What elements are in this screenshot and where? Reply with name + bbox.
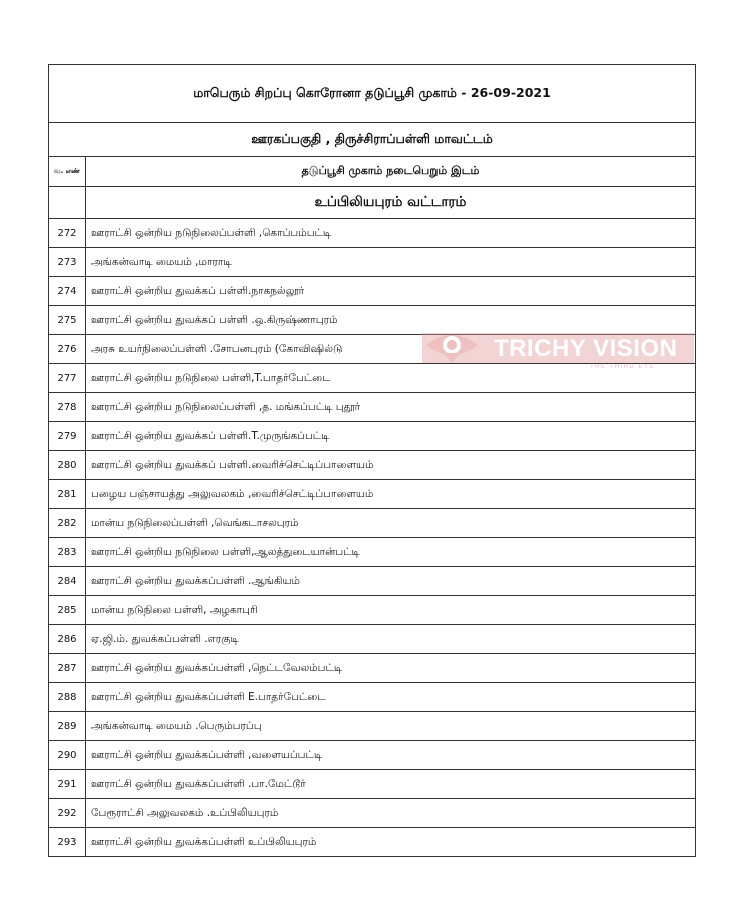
watermark — [422, 333, 694, 371]
table-row — [49, 799, 696, 828]
eye-logo-icon — [422, 329, 482, 367]
camp-location: ஊராட்சி ஒன்றிய நடுநிலைப்பள்ளி ,கொப்பம்பட்டி — [86, 219, 696, 248]
camp-location: ஊராட்சி ஒன்றிய துவக்கப்பள்ளி ,வளையப்பட்டி — [86, 741, 696, 770]
camp-location: அரசு உயர்நிலைப்பள்ளி .சோபனபுரம் (கோவிஷில்டு — [86, 335, 696, 364]
camp-location: பேரூராட்சி அலுவலகம் .உப்பிலியபுரம் — [86, 799, 696, 828]
table-row — [49, 451, 696, 480]
row-number: 291 — [49, 770, 86, 799]
row-number: 283 — [49, 538, 86, 567]
camp-location: மான்ய நடுநிலை பள்ளி, அழகாபுரி — [86, 596, 696, 625]
column-header-no: வ. எண் — [49, 157, 86, 187]
table-row — [49, 625, 696, 654]
block-spacer-cell — [49, 187, 86, 219]
table-row — [49, 538, 696, 567]
row-number: 290 — [49, 741, 86, 770]
column-header-place: தடுப்பூசி முகாம் நடைபெறும் இடம் — [86, 157, 696, 187]
camp-location: ஊராட்சி ஒன்றிய நடுநிலை பள்ளி,ஆலத்துடையான்பட்டி — [86, 538, 696, 567]
camp-location: ஊராட்சி ஒன்றிய துவக்கப் பள்ளி .ஒ.கிருஷ்ணாபுரம் — [86, 306, 696, 335]
camp-table — [48, 64, 696, 857]
row-number: 285 — [49, 596, 86, 625]
row-number: 289 — [49, 712, 86, 741]
table-row — [49, 683, 696, 712]
camp-location: ஊராட்சி ஒன்றிய துவக்கப்பள்ளி உப்பிலியபுரம் — [86, 828, 696, 857]
row-number: 274 — [49, 277, 86, 306]
subtitle-row — [49, 123, 696, 157]
header-row — [49, 157, 696, 187]
camp-location: மான்ய நடுநிலைப்பள்ளி ,வெங்கடாசலபுரம் — [86, 509, 696, 538]
camp-location: அங்கன்வாடி மையம் ,மாராடி — [86, 248, 696, 277]
row-number: 280 — [49, 451, 86, 480]
row-number: 292 — [49, 799, 86, 828]
block-row — [49, 187, 696, 219]
table-row — [49, 596, 696, 625]
camp-location: ஊராட்சி ஒன்றிய துவக்கப்பள்ளி .ஆங்கியம் — [86, 567, 696, 596]
document-title: மாபெரும் சிறப்பு கொரோனா தடுப்பூசி முகாம் - 26-09-2021 — [49, 65, 696, 123]
camp-location: அங்கன்வாடி மையம் .பெரும்பரப்பு — [86, 712, 696, 741]
camp-location: ஊராட்சி ஒன்றிய துவக்கப் பள்ளி.வைரிச்செட்டிப்பாளையம் — [86, 451, 696, 480]
table-row — [49, 828, 696, 857]
document-sheet — [48, 64, 696, 857]
camp-table-body — [49, 65, 696, 857]
camp-location: ஊராட்சி ஒன்றிய துவக்கப் பள்ளி.T.முருங்கப்பட்டி — [86, 422, 696, 451]
row-number: 276 — [49, 335, 86, 364]
row-number: 278 — [49, 393, 86, 422]
camp-location: ஊராட்சி ஒன்றிய துவக்கப்பள்ளி ,நெட்டவேலம்பட்டி — [86, 654, 696, 683]
block-name: உப்பிலியபுரம் வட்டாரம் — [86, 187, 696, 219]
row-number: 282 — [49, 509, 86, 538]
row-number: 284 — [49, 567, 86, 596]
watermark-tagline: THE THIRD EYE — [590, 364, 656, 370]
table-row — [49, 712, 696, 741]
table-row — [49, 277, 696, 306]
table-row — [49, 248, 696, 277]
row-number: 287 — [49, 654, 86, 683]
camp-location: பழைய பஞ்சாயத்து அலுவலகம் ,வைரிச்செட்டிப்பாளையம் — [86, 480, 696, 509]
table-row — [49, 567, 696, 596]
camp-location: ஊராட்சி ஒன்றிய நடுநிலைப்பள்ளி ,த. மங்கப்பட்டி புதூர் — [86, 393, 696, 422]
row-number: 286 — [49, 625, 86, 654]
row-number: 277 — [49, 364, 86, 393]
table-row — [49, 422, 696, 451]
row-number: 275 — [49, 306, 86, 335]
camp-location: ஊராட்சி ஒன்றிய துவக்கப்பள்ளி .பா.மேட்டூர் — [86, 770, 696, 799]
watermark-brand: TRICHY VISION — [494, 335, 678, 362]
row-number: 288 — [49, 683, 86, 712]
camp-location: ஊராட்சி ஒன்றிய துவக்கப் பள்ளி.நாகநல்லூர் — [86, 277, 696, 306]
document-subtitle: ஊரகப்பகுதி , திருச்சிராப்பள்ளி மாவட்டம் — [49, 123, 696, 157]
row-number: 293 — [49, 828, 86, 857]
table-row — [49, 770, 696, 799]
row-number: 272 — [49, 219, 86, 248]
row-number: 281 — [49, 480, 86, 509]
table-row — [49, 306, 696, 335]
row-number: 279 — [49, 422, 86, 451]
camp-location: ஏ.ஜி.ம். துவக்கப்பள்ளி .எரகுடி — [86, 625, 696, 654]
camp-location: ஊராட்சி ஒன்றிய நடுநிலை பள்ளி,T.பாதர்பேட்டை — [86, 364, 696, 393]
table-row — [49, 480, 696, 509]
title-row — [49, 65, 696, 123]
table-row — [49, 393, 696, 422]
row-number: 273 — [49, 248, 86, 277]
table-row — [49, 654, 696, 683]
table-row — [49, 509, 696, 538]
table-row — [49, 741, 696, 770]
camp-location: ஊராட்சி ஒன்றிய துவக்கப்பள்ளி E.பாதர்பேட்டை — [86, 683, 696, 712]
table-row — [49, 219, 696, 248]
